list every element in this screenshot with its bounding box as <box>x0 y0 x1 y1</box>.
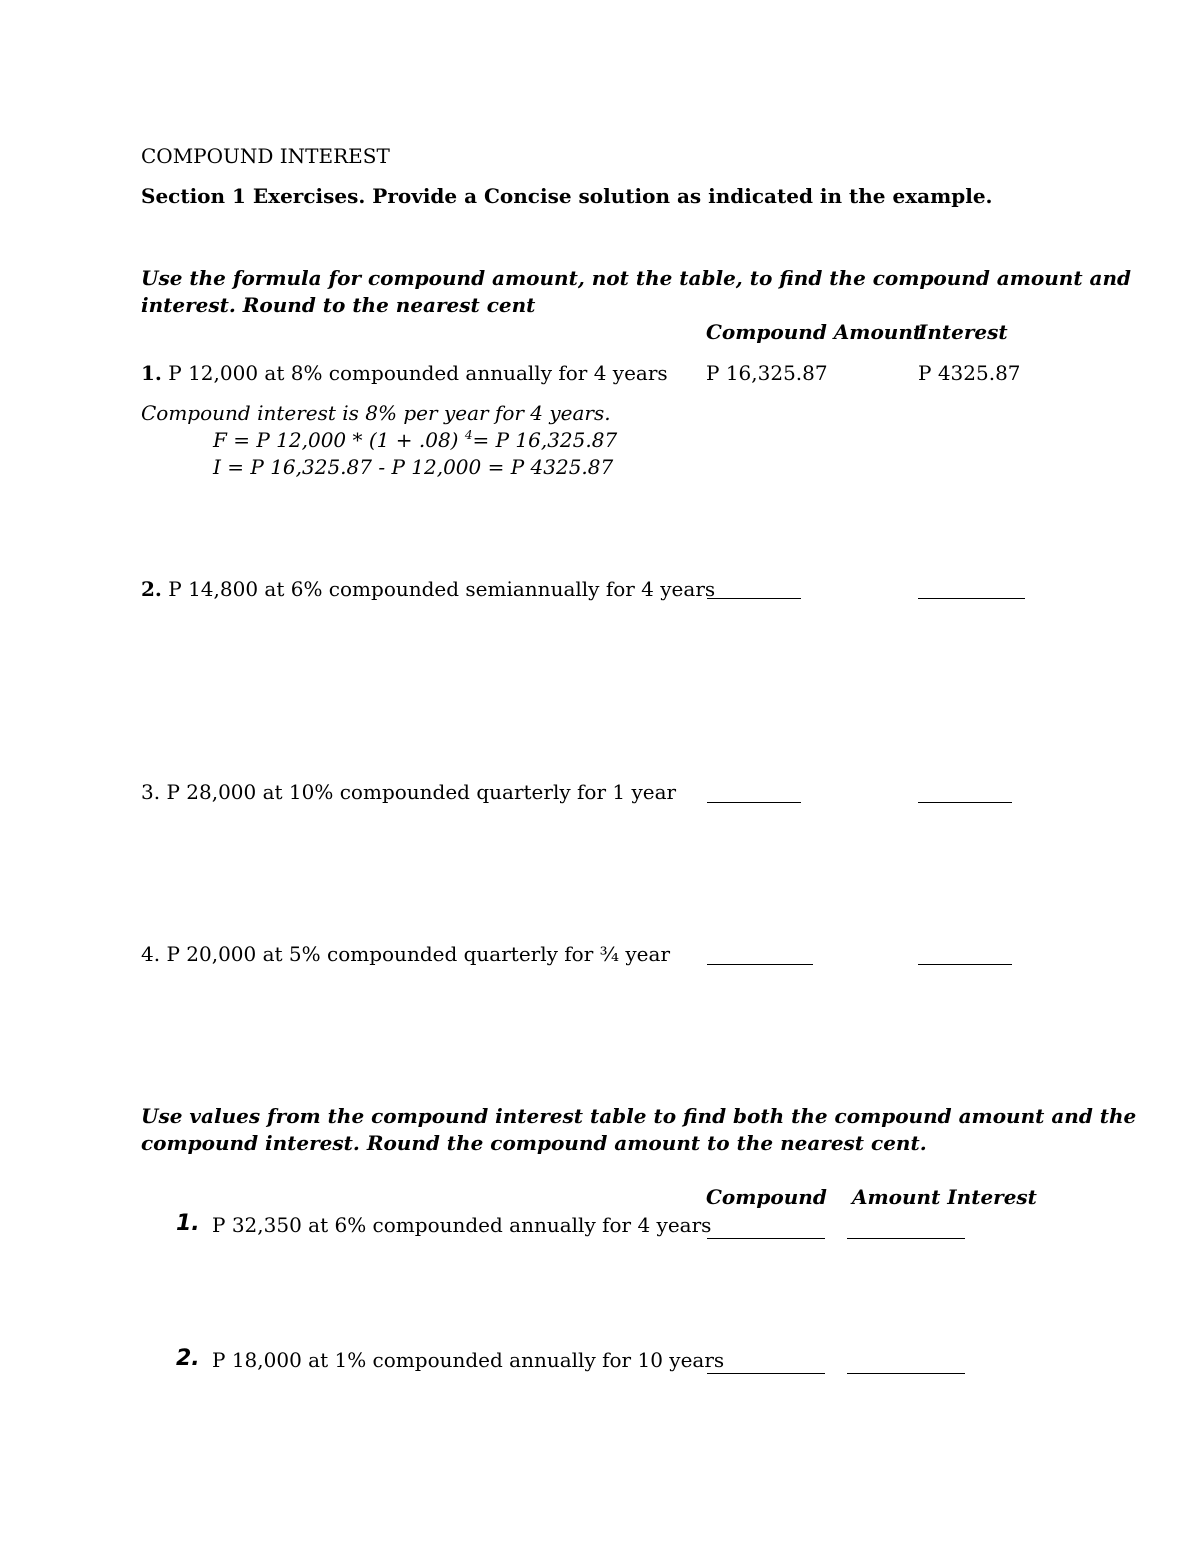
problem-number: 2. <box>141 577 162 601</box>
table-problem-2-number: 2. <box>176 1346 200 1371</box>
solution-line-3: I = P 16,325.87 - P 12,000 = P 4325.87 <box>213 455 614 479</box>
problem-2 <box>141 579 715 599</box>
problem-number: 4. <box>141 942 161 966</box>
example-problem <box>141 363 668 383</box>
table-problem-2-text: P 18,000 at 1% compounded annually for 10 years <box>212 1348 725 1372</box>
document-title: COMPOUND INTEREST <box>141 144 390 168</box>
section-heading: Section 1 Exercises. Provide a Concise solution as indicated in the example. <box>141 184 993 208</box>
solution-f-suffix: = P 16,325.87 <box>472 428 618 452</box>
problem-text: P 20,000 at 5% compounded quarterly for ¾ year <box>166 942 670 966</box>
part1-instruction-line2: interest. Round to the nearest cent <box>141 293 536 317</box>
table-problem-1-number: 1. <box>176 1211 200 1236</box>
example-compound-amount: P 16,325.87 <box>706 361 828 385</box>
problem-3 <box>141 782 676 802</box>
solution-line-2 <box>213 430 617 450</box>
solution-f-prefix: F = P 12,000 * (1 + .08) <box>213 428 459 452</box>
answer-blank-interest[interactable] <box>918 598 1025 599</box>
answer-blank-interest[interactable] <box>847 1373 965 1374</box>
example-text: P 12,000 at 8% compounded annually for 4 years <box>168 361 668 385</box>
part2-instruction-line2: compound interest. Round the compound amount to the nearest cent. <box>141 1131 927 1155</box>
problem-number: 3. <box>141 780 161 804</box>
problem-text: P 14,800 at 6% compounded semiannually for 4 years <box>168 577 716 601</box>
column-header-interest: Interest <box>918 320 1008 344</box>
part1-instruction-line1: Use the formula for compound amount, not the table, to find the compound amount and <box>141 266 1132 290</box>
problem-text: P 28,000 at 10% compounded quarterly for 1 year <box>166 780 677 804</box>
answer-blank-interest[interactable] <box>918 802 1012 803</box>
table-problem-1-text: P 32,350 at 6% compounded annually for 4 years <box>212 1213 712 1237</box>
column-header-compound-amount: Compound Amount <box>706 320 923 344</box>
answer-blank-compound-amount[interactable] <box>707 1238 825 1239</box>
problem-4 <box>141 944 670 964</box>
answer-blank-interest[interactable] <box>918 964 1012 965</box>
column-header-amount-interest: Amount Interest <box>852 1185 1037 1209</box>
answer-blank-compound-amount[interactable] <box>707 598 801 599</box>
example-number: 1. <box>141 361 162 385</box>
column-header-compound: Compound <box>706 1185 827 1209</box>
answer-blank-compound-amount[interactable] <box>707 802 801 803</box>
answer-blank-compound-amount[interactable] <box>707 1373 825 1374</box>
example-interest: P 4325.87 <box>918 361 1021 385</box>
answer-blank-compound-amount[interactable] <box>707 964 813 965</box>
part2-instruction-line1: Use values from the compound interest table to find both the compound amount and the <box>141 1104 1137 1128</box>
solution-f-exponent: 4 <box>464 428 473 442</box>
answer-blank-interest[interactable] <box>847 1238 965 1239</box>
solution-line-1: Compound interest is 8% per year for 4 years. <box>141 401 611 425</box>
